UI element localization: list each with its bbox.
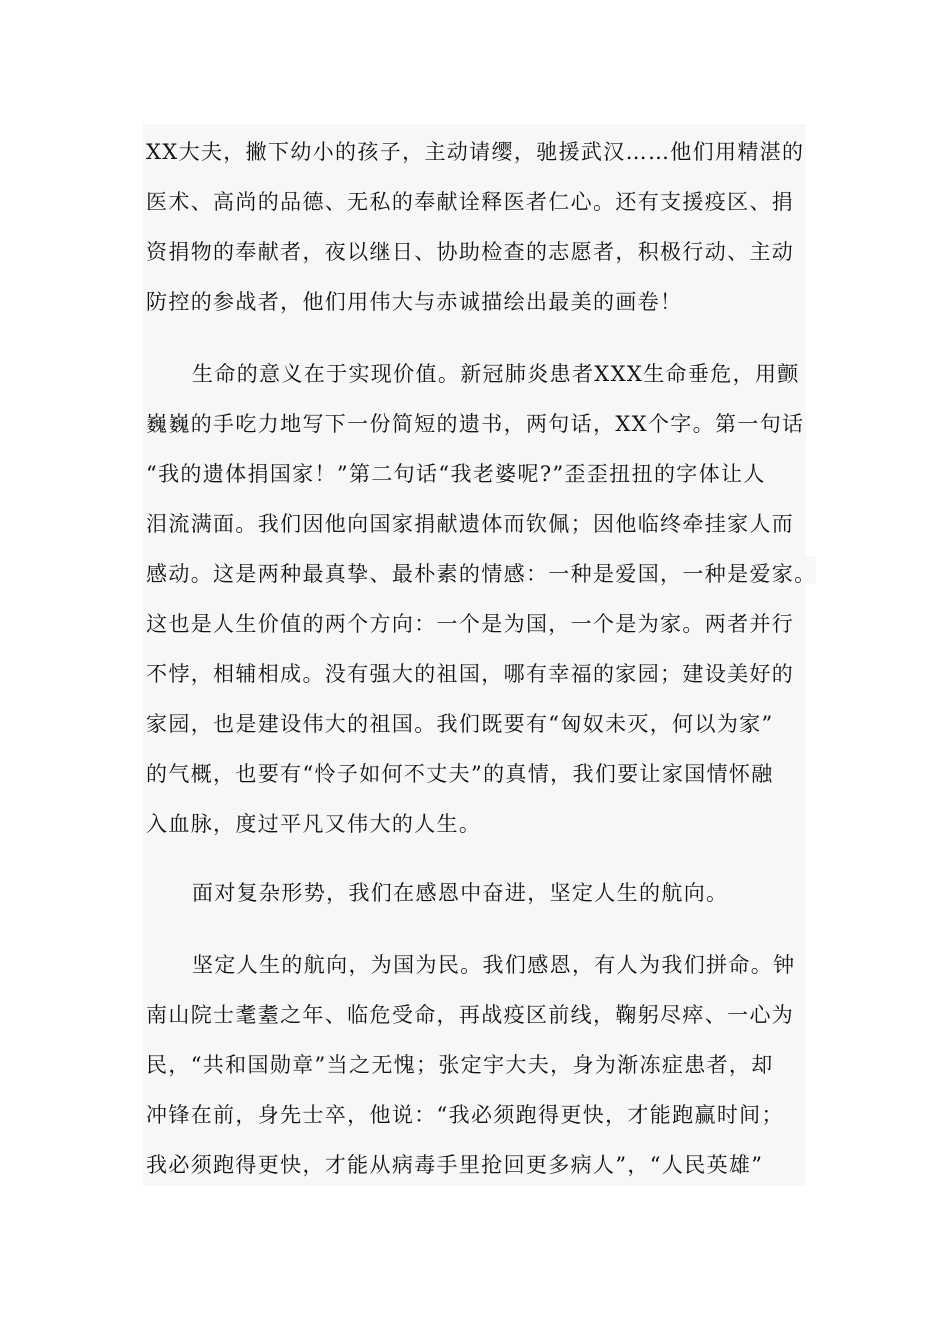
text-line: 冲锋在前，身先士卒，他说：“我必须跑得更快，才能跑赢时间；	[146, 1103, 784, 1127]
text-line: 不悖，相辅相成。没有强大的祖国，哪有幸福的家园；建设美好的	[146, 662, 795, 686]
text-line: 南山院士耄耋之年、临危受命，再战疫区前线，鞠躬尽瘁、一心为	[146, 1003, 795, 1027]
text-line: 生命的意义在于实现价值。新冠肺炎患者XXX生命垂危，用颤	[192, 362, 800, 386]
paragraph-1	[146, 127, 816, 327]
paragraph-3	[146, 868, 816, 918]
text-line: XX大夫，撇下幼小的孩子，主动请缨，驰援武汉……他们用精湛的	[146, 140, 805, 164]
text-line: 面对复杂形势，我们在感恩中奋进，坚定人生的航向。	[192, 881, 729, 905]
text-line: “我的遗体捐国家！”第二句话“我老婆呢?”歪歪扭扭的字体让人	[146, 462, 766, 486]
text-line: 的气概，也要有“怜子如何不丈夫”的真情，我们要让家国情怀融	[146, 762, 774, 786]
text-line: 坚定人生的航向，为国为民。我们感恩，有人为我们拼命。钟	[192, 953, 796, 977]
text-line: 家园，也是建设伟大的祖国。我们既要有“匈奴未灭，何以为家”	[146, 712, 774, 736]
text-line: 资捐物的奉献者，夜以继日、协助检查的志愿者，积极行动、主动	[146, 240, 795, 264]
paragraph-2	[146, 349, 816, 849]
text-line: 巍巍的手吃力地写下一份简短的遗书，两句话，XX个字。第一句话	[146, 412, 805, 436]
text-line: 防控的参战者，他们用伟大与赤诚描绘出最美的画卷！	[146, 290, 683, 314]
text-line: 我必须跑得更快，才能从病毒手里抢回更多病人”，“人民英雄”	[146, 1153, 764, 1177]
text-line: 民，“共和国勋章”当之无愧；张定宇大夫，身为渐冻症患者，却	[146, 1053, 774, 1077]
text-line: 入血脉，度过平凡又伟大的人生。	[146, 812, 482, 836]
text-line: 泪流满面。我们因他向国家捐献遗体而钦佩；因他临终牵挂家人而	[146, 512, 795, 536]
text-line: 医术、高尚的品德、无私的奉献诠释医者仁心。还有支援疫区、捐	[146, 190, 795, 214]
text-line: 感动。这是两种最真挚、最朴素的情感：一种是爱国，一种是爱家。	[146, 562, 817, 586]
text-line: 这也是人生价值的两个方向：一个是为国，一个是为家。两者并行	[146, 612, 795, 636]
paragraph-4	[146, 940, 816, 1190]
